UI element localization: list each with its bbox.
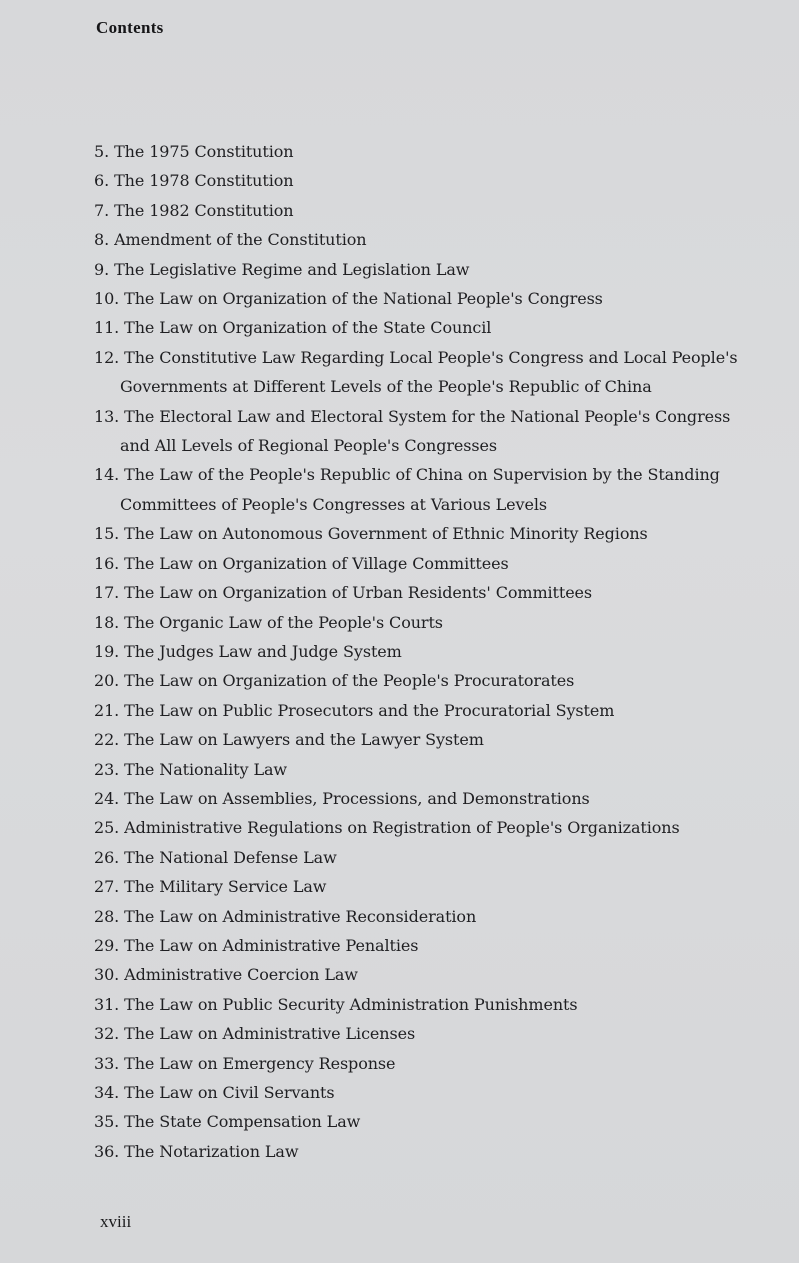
toc-entry-number: 31. (94, 994, 120, 1014)
toc-entry (94, 843, 784, 872)
toc-entry (94, 902, 784, 931)
toc-entry-title: The Law on Organization of the National People's Congress (124, 289, 603, 309)
toc-entry-title: The Law on Organization of the People's Procuratorates (124, 671, 575, 691)
toc-entry (94, 637, 784, 666)
toc-entry (94, 166, 784, 195)
toc-entry (94, 196, 784, 225)
toc-entry-number: 8. (94, 230, 110, 250)
toc-entry-title: The Law on Autonomous Government of Ethnic Minority Regions (124, 524, 648, 544)
toc-entry-number: 32. (94, 1024, 120, 1044)
toc-entry (94, 343, 784, 402)
toc-entry-number: 15. (94, 524, 120, 544)
toc-entry-number: 35. (94, 1112, 120, 1132)
toc-entry-number: 28. (94, 906, 120, 926)
toc-entry-title-continued: Committees of People's Congresses at Various Levels (120, 494, 547, 514)
toc-entry (94, 255, 784, 284)
toc-entry-title: The Legislative Regime and Legislation Law (114, 259, 470, 279)
toc-entry (94, 960, 784, 989)
toc-entry (94, 137, 784, 166)
toc-entry-title: The Electoral Law and Electoral System for the National People's Congress (124, 406, 731, 426)
toc-entry-title: The Law on Assemblies, Processions, and Demonstrations (124, 788, 590, 808)
toc-entry-number: 6. (94, 171, 110, 191)
toc-entry-title: The Notarization Law (124, 1141, 299, 1161)
toc-entry-number: 24. (94, 788, 120, 808)
toc-entry-number: 20. (94, 671, 120, 691)
table-of-contents (94, 137, 784, 1166)
toc-entry-title: The National Defense Law (124, 847, 337, 867)
toc-entry (94, 755, 784, 784)
toc-entry-title: The Law of the People's Republic of China on Supervision by the Standing (124, 465, 720, 485)
toc-entry-number: 9. (94, 259, 110, 279)
toc-entry-title: The Law on Emergency Response (124, 1053, 396, 1073)
toc-entry-title: The 1982 Constitution (114, 200, 294, 220)
toc-entry-title: The Law on Administrative Penalties (124, 935, 419, 955)
toc-entry (94, 1107, 784, 1136)
toc-entry (94, 519, 784, 548)
toc-entry-title: The Law on Administrative Reconsideration (124, 906, 477, 926)
toc-entry-title: The Law on Organization of Village Committees (124, 553, 509, 573)
toc-entry (94, 666, 784, 695)
toc-entry-title: The Law on Organization of the State Council (124, 318, 492, 338)
toc-entry-number: 26. (94, 847, 120, 867)
toc-entry (94, 1019, 784, 1048)
toc-entry (94, 460, 784, 519)
toc-entry-number: 13. (94, 406, 120, 426)
toc-entry (94, 931, 784, 960)
toc-entry-number: 21. (94, 700, 120, 720)
toc-entry-title: The Law on Administrative Licenses (124, 1024, 416, 1044)
toc-entry-number: 19. (94, 641, 120, 661)
toc-entry-number: 14. (94, 465, 120, 485)
toc-entry-title: The State Compensation Law (124, 1112, 361, 1132)
toc-entry-number: 27. (94, 877, 120, 897)
toc-entry (94, 990, 784, 1019)
toc-entry-title: The Law on Lawyers and the Lawyer System (124, 730, 484, 750)
toc-entry-title: The Law on Civil Servants (124, 1083, 335, 1102)
toc-entry (94, 1049, 784, 1078)
toc-entry-number: 25. (94, 818, 120, 838)
toc-entry-title: The Law on Organization of Urban Residents' Committees (124, 583, 593, 603)
page-header: Contents (96, 18, 164, 37)
toc-entry-number: 33. (94, 1053, 120, 1073)
toc-entry-title-continued: Governments at Different Levels of the People's Republic of China (120, 377, 652, 397)
toc-entry-number: 30. (94, 965, 120, 985)
toc-entry-number: 10. (94, 289, 120, 309)
toc-entry (94, 725, 784, 754)
toc-entry (94, 549, 784, 578)
toc-entry-number: 12. (94, 347, 120, 367)
toc-entry-title: The Law on Public Security Administration Punishments (124, 994, 578, 1014)
toc-entry-number: 23. (94, 759, 120, 779)
toc-entry (94, 608, 784, 637)
toc-entry-title: The 1978 Constitution (114, 171, 294, 191)
toc-entry (94, 284, 784, 313)
toc-entry-number: 22. (94, 730, 120, 750)
toc-entry (94, 696, 784, 725)
toc-entry (94, 402, 784, 461)
toc-entry-title: The Judges Law and Judge System (124, 641, 402, 661)
toc-entry-number: 7. (94, 200, 110, 220)
toc-entry (94, 1137, 784, 1166)
toc-entry-title: Amendment of the Constitution (114, 230, 367, 250)
toc-entry (94, 313, 784, 342)
toc-entry-title: Administrative Regulations on Registration of People's Organizations (124, 818, 680, 838)
toc-entry (94, 813, 784, 842)
toc-entry-number: 16. (94, 553, 120, 573)
toc-entry-title: The Law on Public Prosecutors and the Procuratorial System (124, 700, 615, 720)
toc-entry (94, 225, 784, 254)
toc-entry-number: 36. (94, 1141, 120, 1161)
toc-entry-title: The 1975 Constitution (114, 142, 294, 161)
toc-entry-title: The Military Service Law (124, 877, 327, 897)
toc-entry-number: 11. (94, 318, 120, 338)
toc-entry-title: Administrative Coercion Law (124, 965, 358, 985)
toc-entry (94, 784, 784, 813)
toc-entry-title: The Organic Law of the People's Courts (124, 612, 443, 632)
toc-entry (94, 872, 784, 901)
toc-entry (94, 1078, 784, 1107)
toc-entry-number: 34. (94, 1083, 120, 1102)
toc-entry-title-continued: and All Levels of Regional People's Congresses (120, 436, 497, 456)
toc-entry-number: 17. (94, 583, 120, 603)
toc-entry-number: 29. (94, 935, 120, 955)
toc-entry-number: 5. (94, 142, 110, 161)
toc-entry-title: The Nationality Law (124, 759, 287, 779)
toc-entry (94, 578, 784, 607)
toc-entry-number: 18. (94, 612, 120, 632)
toc-entry-title: The Constitutive Law Regarding Local People's Congress and Local People's (124, 347, 738, 367)
page-number: xviii (100, 1212, 132, 1231)
